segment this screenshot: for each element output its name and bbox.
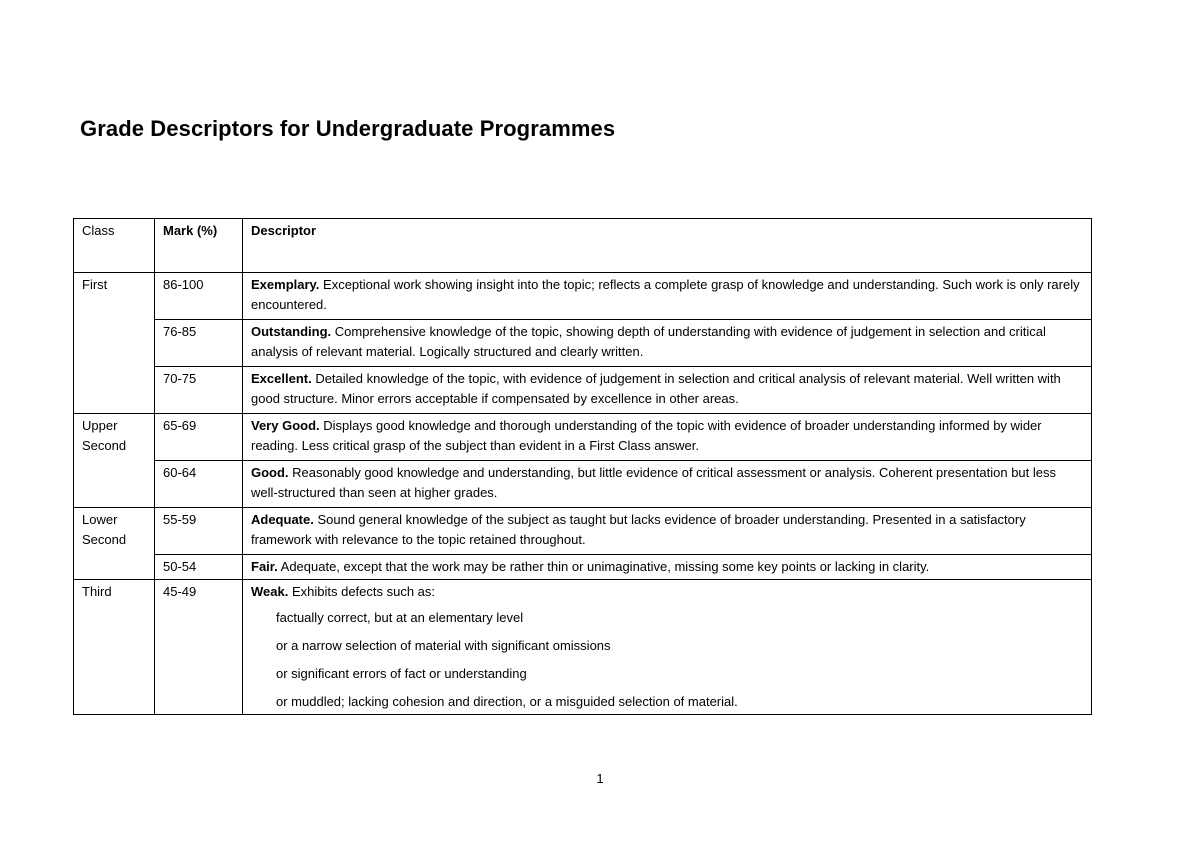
table-header-row bbox=[74, 219, 1092, 273]
descriptor-label: Fair. bbox=[251, 559, 278, 574]
page-title: Grade Descriptors for Undergraduate Programmes bbox=[80, 116, 616, 141]
table-row bbox=[74, 320, 1092, 367]
descriptor-text: Comprehensive knowledge of the topic, showing depth of understanding with evidence of judgement in selection and critical analysis of relevant material. Logically structured and clearly written. bbox=[251, 324, 1046, 359]
list-item: or significant errors of fact or understanding bbox=[276, 666, 527, 681]
list-item: or a narrow selection of material with significant omissions bbox=[276, 638, 611, 653]
mark-cell: 55-59 bbox=[155, 508, 243, 555]
descriptor-cell bbox=[243, 508, 1092, 555]
grade-descriptors-table bbox=[73, 218, 1092, 715]
table-row bbox=[74, 367, 1092, 414]
descriptor-cell bbox=[243, 367, 1092, 414]
descriptor-text: Adequate, except that the work may be rather thin or unimaginative, missing some key points or lacking in clarity. bbox=[277, 559, 930, 574]
descriptor-label: Good. bbox=[251, 465, 289, 480]
mark-cell: 45-49 bbox=[155, 580, 243, 715]
mark-cell: 60-64 bbox=[155, 461, 243, 508]
descriptor-cell bbox=[243, 461, 1092, 508]
descriptor-text: Sound general knowledge of the subject as taught but lacks evidence of broader understanding. Presented in a satisfactory framework with relevance to the topic retained throughout. bbox=[251, 512, 1026, 547]
list-item: factually correct, but at an elementary level bbox=[276, 610, 524, 625]
descriptor-cell bbox=[243, 414, 1092, 461]
descriptor-label: Exemplary. bbox=[251, 277, 320, 292]
table-row bbox=[74, 580, 1092, 715]
descriptor-label: Excellent. bbox=[251, 371, 312, 386]
mark-cell: 76-85 bbox=[155, 320, 243, 367]
header-mark: Mark (%) bbox=[155, 219, 243, 273]
class-cell: Upper Second bbox=[74, 414, 155, 508]
mark-cell: 70-75 bbox=[155, 367, 243, 414]
descriptor-label: Outstanding. bbox=[251, 324, 332, 339]
descriptor-text: Exceptional work showing insight into the topic; reflects a complete grasp of knowledge and understanding. Such work is only rarely encountered. bbox=[251, 277, 1080, 312]
table-row bbox=[74, 414, 1092, 461]
descriptor-cell bbox=[243, 580, 1092, 715]
descriptor-label: Very Good. bbox=[251, 418, 320, 433]
table-row bbox=[74, 555, 1092, 580]
descriptor-label: Adequate. bbox=[251, 512, 314, 527]
descriptor-text: Detailed knowledge of the topic, with evidence of judgement in selection and critical analysis of relevant material. Well written with good structure. Minor errors acceptable if compensated by excellence in other areas. bbox=[251, 371, 1061, 406]
mark-cell: 86-100 bbox=[155, 273, 243, 320]
page-number: 1 bbox=[596, 771, 604, 786]
descriptor-text: Reasonably good knowledge and understanding, but little evidence of critical assessment or analysis. Coherent presentation but less well-structured than seen at higher grades. bbox=[251, 465, 1057, 500]
class-cell: Third bbox=[74, 580, 155, 715]
table-row bbox=[74, 508, 1092, 555]
descriptor-cell bbox=[243, 273, 1092, 320]
header-descriptor: Descriptor bbox=[243, 219, 1092, 273]
descriptor-cell bbox=[243, 555, 1092, 580]
class-cell: Lower Second bbox=[74, 508, 155, 580]
header-class: Class bbox=[74, 219, 155, 273]
mark-cell: 50-54 bbox=[155, 555, 243, 580]
descriptor-label: Weak. bbox=[251, 584, 289, 599]
descriptor-text: Displays good knowledge and thorough understanding of the topic with evidence of broader understanding informed by wider reading. Less critical grasp of the subject than evident in a First Class answer. bbox=[251, 418, 1042, 453]
table-row bbox=[74, 273, 1092, 320]
mark-cell: 65-69 bbox=[155, 414, 243, 461]
table-row bbox=[74, 461, 1092, 508]
descriptor-text: Exhibits defects such as: bbox=[288, 584, 436, 599]
class-cell: First bbox=[74, 273, 155, 414]
defects-list bbox=[251, 608, 1083, 712]
list-item: or muddled; lacking cohesion and direction, or a misguided selection of material. bbox=[276, 694, 738, 709]
descriptor-cell bbox=[243, 320, 1092, 367]
